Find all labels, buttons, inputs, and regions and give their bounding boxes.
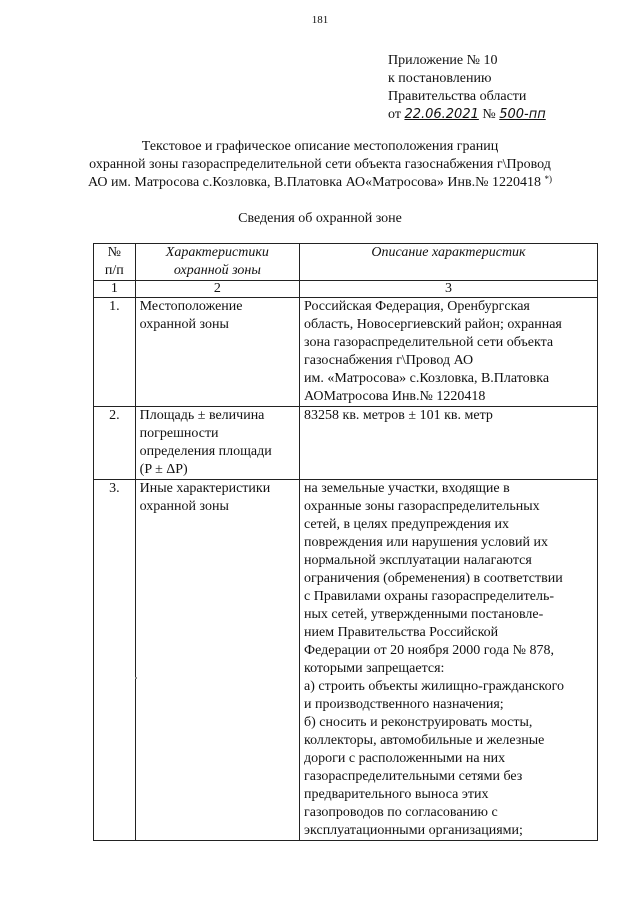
cell-line: охранные зоны газораспределительных [304, 499, 540, 514]
date-prefix: от [388, 107, 401, 122]
header-text: Характеристики [165, 245, 269, 260]
row-description [300, 480, 598, 841]
number-sign: № [482, 107, 496, 122]
column-number: 1 [94, 281, 136, 298]
table-row [94, 480, 598, 841]
document-title [40, 138, 600, 192]
cell-line: эксплуатационными организациями; [304, 823, 523, 838]
cell-line: зона газораспределительной сети объекта [304, 335, 554, 350]
cell-line: 83258 кв. метров ± 101 кв. метр [304, 408, 493, 423]
cell-line: Местоположение [139, 299, 243, 314]
cell-line: АОМатросова Инв.№ 1220418 [304, 389, 486, 404]
cell-line: предварительного выноса этих [304, 787, 489, 802]
row-description [300, 298, 598, 407]
header-cell-description [300, 244, 598, 281]
cell-line: нием Правительства Российской [304, 625, 499, 640]
row-number: 1. [94, 298, 136, 407]
title-line-text: АО им. Матросова с.Козловка, В.Платовка АО«Матросова» Инв.№ 1220418 [88, 175, 541, 190]
cell-line: которыми запрещается: [304, 661, 445, 676]
appendix-date-line [388, 106, 546, 124]
column-number: 3 [300, 281, 598, 298]
cell-line: ных сетей, утвержденными постановле- [304, 607, 544, 622]
header-text: Описание характеристик [371, 245, 526, 260]
handwritten-number: 500-пп [499, 107, 546, 122]
header-text: охранной зоны [173, 263, 261, 278]
cell-line: газопроводов по согласованию с [304, 805, 498, 820]
cell-line: Федерации от 20 ноября 2000 года № 878, [304, 643, 554, 658]
cell-line: охранной зоны [139, 499, 229, 514]
cell-line: сетей, в целях предупреждения их [304, 517, 509, 532]
cell-line: область, Новосергиевский район; охранная [304, 317, 562, 332]
row-number: 2. [94, 407, 136, 480]
protection-zone-table [93, 243, 598, 841]
handwritten-date: 22.06.2021 [404, 107, 479, 122]
appendix-header [388, 52, 546, 124]
table-header-row [94, 244, 598, 281]
cell-line: коллекторы, автомобильные и железные [304, 733, 545, 748]
header-cell-number [94, 244, 136, 281]
page-number: 181 [311, 14, 329, 26]
cell-line: Российская Федерация, Оренбургская [304, 299, 530, 314]
appendix-line: Приложение № 10 [388, 53, 498, 68]
row-number: 3. [94, 480, 136, 841]
cell-line: (P ± ΔP) [139, 462, 188, 477]
cell-line: ограничения (обременения) в соответствии [304, 571, 563, 586]
column-number: 2 [135, 281, 299, 298]
cell-line: им. «Матросова» с.Козловка, В.Платовка [304, 371, 550, 386]
scan-speck [135, 677, 137, 679]
table-row [94, 407, 598, 480]
title-line [40, 174, 600, 192]
section-title: Сведения об охранной зоне [238, 211, 402, 226]
cell-line: Иные характеристики [139, 481, 271, 496]
row-description [300, 407, 598, 480]
header-text: п/п [104, 263, 124, 278]
row-characteristic [135, 298, 299, 407]
table-row [94, 298, 598, 407]
cell-line: газораспределительными сетями без [304, 769, 523, 784]
appendix-line: Правительства области [388, 89, 527, 104]
cell-line: погрешности [139, 426, 219, 441]
column-number-row [94, 281, 598, 298]
cell-line: дороги с расположенными на них [304, 751, 506, 766]
cell-line: определения площади [139, 444, 272, 459]
header-cell-characteristic [135, 244, 299, 281]
cell-line: охранной зоны [139, 317, 229, 332]
footnote-mark: *) [544, 174, 552, 184]
cell-line: газоснабжения г\Провод АО [304, 353, 474, 368]
cell-line: на земельные участки, входящие в [304, 481, 510, 496]
cell-line: повреждения или нарушения условий их [304, 535, 548, 550]
cell-line: Площадь ± величина [139, 408, 265, 423]
row-characteristic [135, 407, 299, 480]
title-line: охранной зоны газораспределительной сети объекта газоснабжения г\Провод [89, 157, 551, 172]
appendix-line: к постановлению [388, 71, 492, 86]
cell-line: нормальной эксплуатации налагаются [304, 553, 532, 568]
cell-line: и производственного назначения; [304, 697, 504, 712]
cell-line: б) сносить и реконструировать мосты, [304, 715, 533, 730]
header-text: № [107, 245, 121, 260]
cell-line: а) строить объекты жилищно-гражданского [304, 679, 564, 694]
cell-line: с Правилами охраны газораспределитель- [304, 589, 555, 604]
title-line: Текстовое и графическое описание местоположения границ [141, 139, 499, 154]
row-characteristic [135, 480, 299, 841]
